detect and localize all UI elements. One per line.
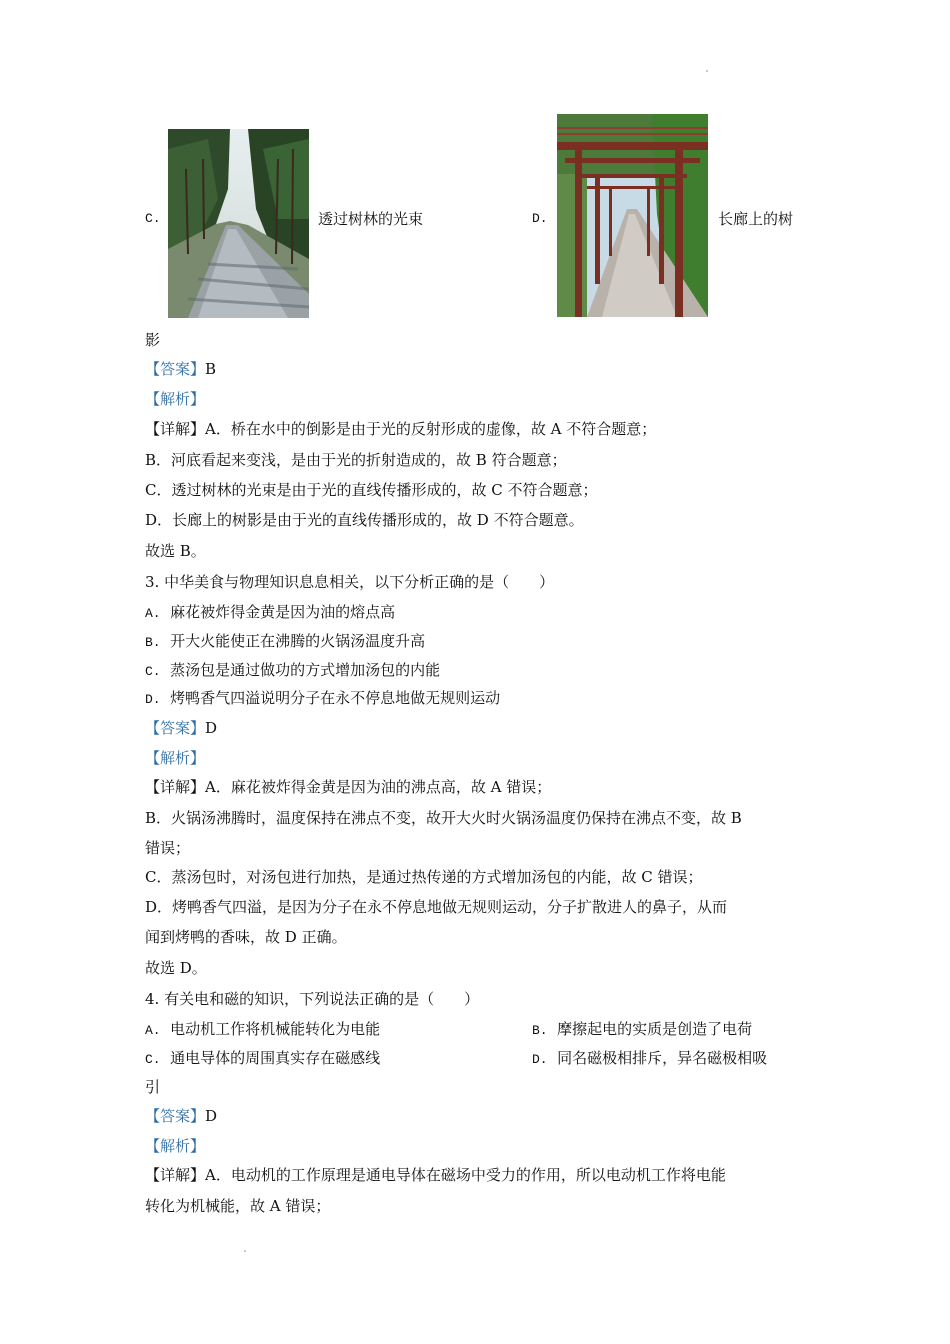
option-d-label: D. — [532, 211, 548, 226]
option-text: 蒸汤包是通过做功的方式增加汤包的内能 — [170, 661, 441, 679]
q3-detail-d2: 闻到烤鸭的香味，故 D 正确。 — [145, 928, 347, 946]
answer-value: B — [205, 360, 217, 378]
detail-text: A．麻花被炸得金黄是因为油的沸点高，故 A 错误； — [205, 778, 552, 796]
answer-tag: 【答案】 — [145, 1107, 206, 1125]
q4-option-d-wrap: 引 — [145, 1078, 161, 1096]
option-label: C. — [145, 1052, 161, 1067]
detail-text: A．电动机的工作原理是通电导体在磁场中受力的作用，所以电动机工作将电能 — [205, 1166, 726, 1184]
option-label: B. — [145, 635, 161, 650]
option-text: 摩擦起电的实质是创造了电荷 — [557, 1020, 753, 1038]
q3-detail-a — [145, 777, 551, 797]
q4-analysis-tag: 【解析】 — [145, 1137, 206, 1155]
option-c-text: 透过树林的光束 — [318, 210, 424, 228]
answer-value: D — [205, 1107, 218, 1125]
q2-analysis-tag: 【解析】 — [145, 390, 206, 408]
answer-tag: 【答案】 — [145, 360, 206, 378]
q3-analysis-tag: 【解析】 — [145, 749, 206, 767]
forest-road-photo — [168, 129, 309, 318]
q3-detail-b1: B．火锅汤沸腾时，温度保持在沸点不变，故开大火时火锅汤温度仍保持在沸点不变，故 B — [145, 809, 742, 827]
q3-option-b — [145, 631, 425, 653]
q4-detail-a1 — [145, 1165, 726, 1185]
option-d-text: 长廊上的树 — [718, 210, 794, 228]
q2-detail-d: D．长廊上的树影是由于光的直线传播形成的，故 D 不符合题意。 — [145, 511, 584, 529]
q3-conclusion: 故选 D。 — [145, 959, 207, 977]
q4-stem: 4. 有关电和磁的知识，下列说法正确的是（ ） — [145, 990, 480, 1008]
q3-option-d — [145, 688, 500, 710]
option-d-wrap: 影 — [145, 331, 161, 349]
detail-tag: 【详解】 — [145, 420, 206, 438]
page-mark-bottom — [244, 1250, 246, 1252]
q3-detail-c: C．蒸汤包时，对汤包进行加热，是通过热传递的方式增加汤包的内能，故 C 错误； — [145, 868, 703, 886]
q2-answer — [145, 359, 216, 379]
q3-detail-d1: D．烤鸭香气四溢，是因为分子在永不停息地做无规则运动，分子扩散进人的鼻子，从而 — [145, 898, 728, 916]
q3-option-c — [145, 660, 440, 682]
option-text: 通电导体的周围真实存在磁感线 — [170, 1049, 381, 1067]
q3-stem: 3. 中华美食与物理知识息息相关，以下分析正确的是（ ） — [145, 573, 555, 591]
answer-value: D — [205, 719, 218, 737]
q4-option-a — [145, 1019, 380, 1041]
q2-detail-a — [145, 419, 656, 439]
q2-detail-c: C．透过树林的光束是由于光的直线传播形成的，故 C 不符合题意； — [145, 481, 598, 499]
option-text: 开大火能使正在沸腾的火锅汤温度升高 — [170, 632, 426, 650]
q4-detail-a2: 转化为机械能，故 A 错误； — [145, 1197, 331, 1215]
corridor-photo — [557, 114, 708, 317]
option-text: 麻花被炸得金黄是因为油的熔点高 — [170, 603, 396, 621]
page-mark-top — [706, 70, 708, 72]
q2-conclusion: 故选 B。 — [145, 542, 206, 560]
option-text: 烤鸭香气四溢说明分子在永不停息地做无规则运动 — [170, 689, 501, 707]
q3-option-a — [145, 602, 395, 624]
answer-tag: 【答案】 — [145, 719, 206, 737]
option-label: D. — [145, 692, 161, 707]
option-c-label: C. — [145, 211, 161, 226]
option-label: C. — [145, 664, 161, 679]
q2-detail-b: B．河底看起来变浅，是由于光的折射造成的，故 B 符合题意； — [145, 451, 567, 469]
q4-answer — [145, 1106, 217, 1126]
detail-tag: 【详解】 — [145, 1166, 206, 1184]
q4-option-b — [532, 1019, 752, 1041]
option-label: A. — [145, 1023, 161, 1038]
option-text: 同名磁极相排斥，异名磁极相吸 — [557, 1049, 768, 1067]
option-label: B. — [532, 1023, 548, 1038]
option-text: 电动机工作将机械能转化为电能 — [170, 1020, 381, 1038]
q4-option-d — [532, 1048, 767, 1070]
option-label: A. — [145, 606, 161, 621]
option-label: D. — [532, 1052, 548, 1067]
detail-tag: 【详解】 — [145, 778, 206, 796]
q4-option-c — [145, 1048, 380, 1070]
q3-detail-b2: 错误； — [145, 839, 191, 857]
q3-answer — [145, 718, 217, 738]
detail-text: A．桥在水中的倒影是由于光的反射形成的虚像，故 A 不符合题意； — [205, 420, 657, 438]
